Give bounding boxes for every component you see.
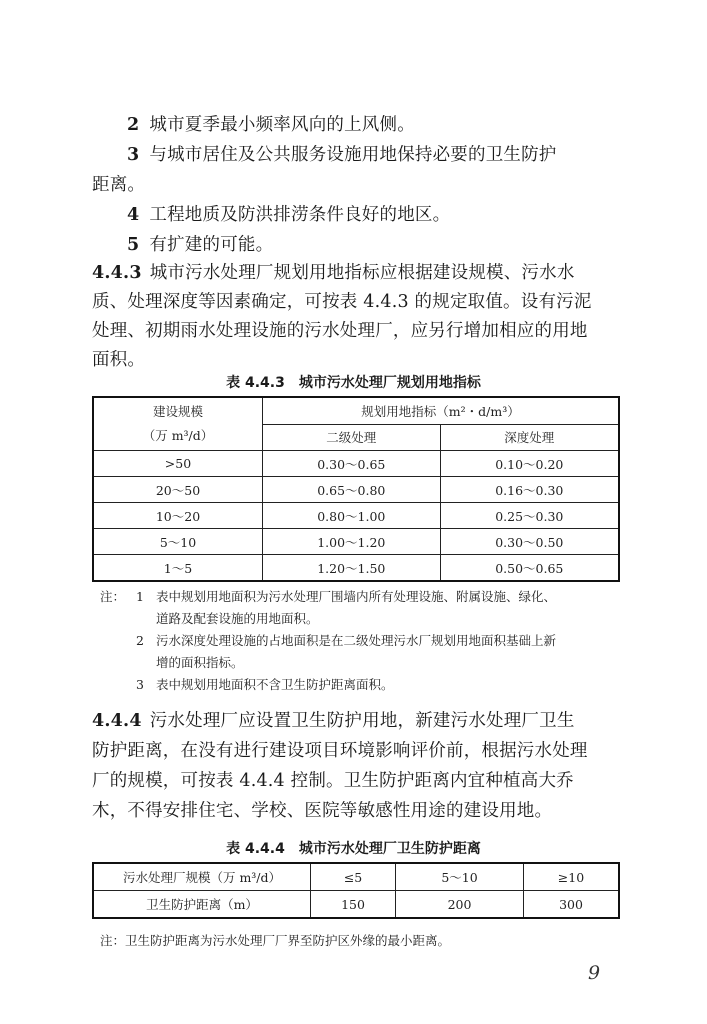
- note-text: 增的面积指标。: [156, 655, 244, 670]
- item-text: 工程地质及防洪排涝条件良好的地区。: [149, 205, 451, 225]
- item-text: 城市夏季最小频率风向的上风侧。: [149, 115, 415, 135]
- note-text: 表中规划用地面积为污水处理厂围墙内所有处理设施、附属设施、绿化、: [156, 589, 557, 604]
- page-number: 9: [588, 962, 601, 984]
- cell-secondary: 1.00～1.20: [263, 529, 441, 555]
- note-text: 污水深度处理设施的占地面积是在二级处理污水厂规划用地面积基础上新: [156, 633, 557, 648]
- note-number: 1: [136, 589, 144, 604]
- land-use-indicator-table: [92, 396, 620, 582]
- note-number: 2: [136, 633, 144, 648]
- note-text: 道路及配套设施的用地面积。: [156, 611, 319, 626]
- cell-label: 卫生防护距离（m）: [93, 891, 311, 919]
- cell-advanced: 0.50～0.65: [440, 555, 619, 582]
- item-number: 5: [127, 235, 140, 255]
- clause-item-5: [92, 230, 620, 260]
- table-row: [93, 503, 619, 529]
- item-text: 与城市居住及公共服务设施用地保持必要的卫生防护: [149, 145, 557, 165]
- table-caption: 表 4.4.4 城市污水处理厂卫生防护距离: [226, 841, 481, 857]
- cell-advanced: 0.25～0.30: [440, 503, 619, 529]
- cell-label: 污水处理厂规模（万 m³/d）: [93, 863, 311, 891]
- note-text: 表中规划用地面积不含卫生防护距离面积。: [156, 677, 394, 692]
- item-number: 3: [127, 145, 140, 165]
- section-4-4-3-line4: [92, 345, 620, 375]
- section-4-4-3-line2: [92, 287, 620, 317]
- section-4-4-3-line1: [92, 258, 620, 288]
- item-number: 4: [127, 205, 140, 225]
- section-text: 木，不得安排住宅、学校、医院等敏感性用途的建设用地。: [92, 801, 553, 821]
- section-text: 面积。: [92, 350, 146, 370]
- item-text: 距离。: [92, 175, 146, 195]
- note-number: 3: [136, 677, 144, 692]
- item-number: 2: [127, 115, 140, 135]
- cell-secondary: 0.30～0.65: [263, 451, 441, 477]
- table-header-indicator: 规划用地指标（m²・d/m³）: [263, 397, 620, 424]
- section-4-4-4-line2: [92, 736, 620, 766]
- table-caption: 表 4.4.3 城市污水处理厂规划用地指标: [226, 375, 481, 391]
- note-label: 注：: [100, 589, 126, 604]
- table-header-advanced: 深度处理: [440, 424, 619, 451]
- cell-advanced: 0.10～0.20: [440, 451, 619, 477]
- cell-value: 200: [396, 891, 524, 919]
- table-header-scale: [93, 397, 263, 451]
- cell-secondary: 0.80～1.00: [263, 503, 441, 529]
- section-number: 4.4.4: [92, 711, 142, 731]
- cell-value: 150: [311, 891, 396, 919]
- clause-item-3: [92, 140, 620, 170]
- header-text: 建设规模: [152, 404, 203, 419]
- section-number: 4.4.3: [92, 263, 142, 283]
- cell-scale: 20～50: [93, 477, 263, 503]
- table-row: [93, 477, 619, 503]
- section-text: 城市污水处理厂规划用地指标应根据建设规模、污水水: [149, 263, 575, 283]
- table-row: [93, 891, 619, 919]
- cell-secondary: 0.65～0.80: [263, 477, 441, 503]
- clause-item-4: [92, 200, 620, 230]
- section-4-4-3-line3: [92, 316, 620, 346]
- section-4-4-4-line4: [92, 796, 620, 826]
- table-row: [93, 529, 619, 555]
- table-row: [93, 451, 619, 477]
- table-row: [93, 555, 619, 582]
- cell-advanced: 0.16～0.30: [440, 477, 619, 503]
- section-text: 厂的规模，可按表 4.4.4 控制。卫生防护距离内宜种植高大乔: [92, 771, 574, 791]
- cell-value: 300: [523, 891, 619, 919]
- item-text: 有扩建的可能。: [149, 235, 274, 255]
- cell-advanced: 0.30～0.50: [440, 529, 619, 555]
- cell-scale: 10～20: [93, 503, 263, 529]
- clause-item-2: [92, 110, 620, 140]
- cell-value: 5～10: [396, 863, 524, 891]
- cell-value: ≥10: [523, 863, 619, 891]
- clause-item-3-cont: [92, 170, 620, 200]
- section-4-4-4-line1: [92, 706, 620, 736]
- health-protection-distance-table: [92, 862, 620, 919]
- header-text: （万 m³/d）: [142, 428, 214, 443]
- cell-scale: >50: [93, 451, 263, 477]
- cell-secondary: 1.20～1.50: [263, 555, 441, 582]
- cell-scale: 5～10: [93, 529, 263, 555]
- table-row: [93, 863, 619, 891]
- section-4-4-4-line3: [92, 766, 620, 796]
- section-text: 防护距离，在没有进行建设项目环境影响评价前，根据污水处理: [92, 741, 588, 761]
- section-text: 污水处理厂应设置卫生防护用地，新建污水处理厂卫生: [149, 711, 575, 731]
- table-note: 注：卫生防护距离为污水处理厂厂界至防护区外缘的最小距离。: [100, 933, 451, 948]
- section-text: 质、处理深度等因素确定，可按表 4.4.3 的规定取值。设有污泥: [92, 292, 592, 312]
- cell-value: ≤5: [311, 863, 396, 891]
- section-text: 处理、初期雨水处理设施的污水处理厂，应另行增加相应的用地: [92, 321, 588, 341]
- cell-scale: 1～5: [93, 555, 263, 582]
- table-header-secondary: 二级处理: [263, 424, 441, 451]
